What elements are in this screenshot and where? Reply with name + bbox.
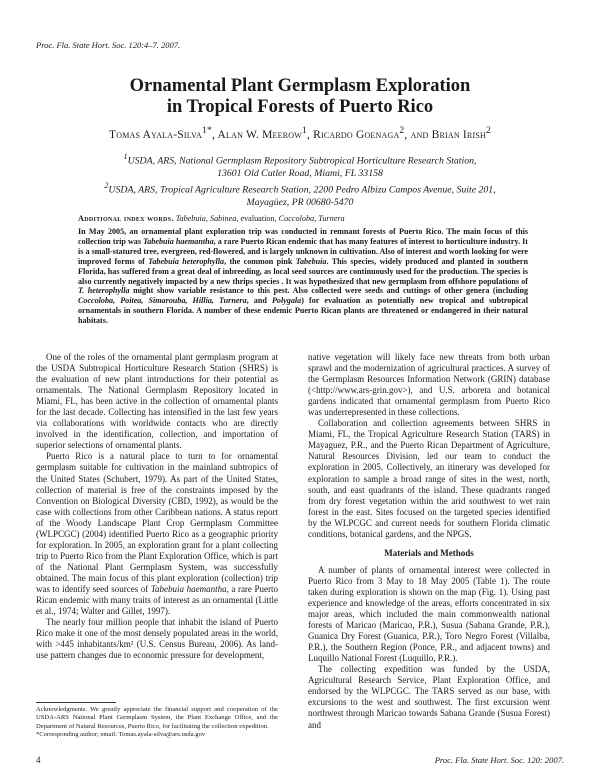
author-2-sup: 1 bbox=[301, 125, 307, 136]
keyword-3: evaluation bbox=[240, 214, 275, 223]
author-1-sup: 1* bbox=[202, 125, 213, 136]
affiliation-1-line-2: 13601 Old Cutler Road, Miami, FL 33158 bbox=[217, 167, 383, 179]
page-number: 4 bbox=[36, 755, 41, 765]
abstract-species-1: Tabebuia haemantha bbox=[143, 236, 214, 246]
methods-paragraph-2: The collecting expedition was funded by the USDA, Agricultural Research Service, Plant Exploration Office, and endorsed by the WLPCGC. The TARS served as our base, with excursions to the west and southwest. The first excursion went northwest through Maricao towards Sabana Grande (Susua Forest) and bbox=[308, 664, 550, 730]
intro-paragraph-2-text: Puerto Rico is a natural place to turn to for ornamental germplasm suitable for cultivation in the mainland subtropics of the United States (Schubert, 1979). As part of the United States, collection of material is free of the constraints imposed by the Convention on Biological Diversity (CBD, 1992), as would be the case with collections from other Caribbean nations. A status report of the Woody Landscape Plant Crop Germplasm Committee (WLPCGC) (2004) identified Puerto Rico as a geographic priority for exploration. In 2005, an exploration grant for a plant collecting trip to Puerto Rico from the Plant Exploration Office, which is part of the National Plant Germplasm System, was successfully obtained. The main focus of this plant exploration (collection) trip was to identify seed sources of bbox=[36, 451, 278, 594]
abstract-text-6: ) for evaluation as potentially new tropical and subtropical ornamentals in southern Florida. A number of these endemic Puerto Rican plants are threatened or endangered in their natural habitats. bbox=[78, 296, 528, 326]
affiliation-1-line-1: USDA, ARS, National Germplasm Repository Subtropical Horticulture Research Station, bbox=[127, 155, 477, 167]
intro-paragraph-2-end: , a rare Puerto Rican endemic with many traits of interest as an ornamental (Little et al., 1974; Walter and Gillet, 1997). bbox=[36, 583, 278, 617]
index-words-label: Additional index words. bbox=[78, 214, 174, 223]
body-column-right bbox=[308, 352, 550, 731]
abstract-genera-2: Polygala bbox=[271, 296, 302, 306]
keyword-4: Coccoloba bbox=[278, 214, 315, 223]
abstract-text-2: , a rare Puerto Rican endemic that has many features of interest to horticulture industry. It is a small-statured tree, evergreen, red-flowered, and is largely unknown in cultivation. Also of interest and worth looking for were improved forms of bbox=[78, 236, 528, 266]
author-2: Alan W. Meerow bbox=[217, 128, 302, 141]
footnote-corresponding-author: *Corresponding author; email: Tomas.ayala-silva@ars.usda.gov bbox=[36, 731, 206, 739]
abstract-text-5: might show variable resistance to this pest. Also collected were seeds and cuttings of other genera (including bbox=[129, 286, 528, 296]
author-3-sup: 2 bbox=[399, 125, 405, 136]
index-words: Additional index words. Tabebuia, Sabinea, evaluation, Coccoloba, Turnera bbox=[78, 214, 345, 223]
keyword-2: Sabinea bbox=[209, 214, 237, 223]
footnotes bbox=[36, 706, 278, 740]
affiliation-2-sup: 2 bbox=[104, 181, 109, 190]
abstract-text-4: . This species, widely produced and planted in southern Florida, has suffered from a great deal of inbreeding, as local seed sources are continuously used for the production. The species is also currently negatively impacted by a new thrips species . It was hypothesized that new germplasm from offshore populations of bbox=[78, 256, 528, 286]
author-3: Ricardo Goenaga bbox=[313, 128, 400, 141]
affiliation-2-line-2: Mayagüez, PR 00680-5470 bbox=[246, 196, 354, 208]
affiliation-1 bbox=[60, 151, 540, 180]
title-line-2: in Tropical Forests of Puerto Rico bbox=[166, 97, 434, 117]
author-4: Brian Irish bbox=[431, 128, 486, 141]
abstract-text-3: , the common pink bbox=[224, 256, 296, 266]
body-column-left bbox=[36, 352, 278, 661]
intro-paragraph-2 bbox=[36, 451, 278, 617]
abstract-species-3: Tabebuia bbox=[295, 256, 327, 266]
abstract bbox=[78, 227, 528, 326]
author-list: Tomas Ayala-Silva$^{1*}$, Alan W. Meerow$^1$, Ricardo Goenaga$^2$, and Brian Irish$^2$ bbox=[109, 125, 491, 141]
abstract-species-2: Tabebuia heterophylla bbox=[148, 256, 225, 266]
author-1: Tomas Ayala-Silva bbox=[109, 128, 203, 141]
abstract-genera-1: Coccoloba, Poitea, Simarouba, Hillia, Turnera bbox=[78, 296, 247, 306]
footnote-divider bbox=[36, 702, 116, 703]
keyword-1: Tabebuia bbox=[175, 214, 206, 223]
affiliation-1-sup: 1 bbox=[123, 152, 128, 161]
affiliation-2 bbox=[60, 180, 540, 209]
section-heading-methods: Materials and Methods bbox=[384, 547, 474, 558]
intro-paragraph-3: The nearly four million people that inhabit the island of Puerto Rico make it one of the most densely populated areas in the world, with >445 inhabitants/km² (U.S. Census Bureau, 2006). As land-use pattern changes due to economic pressure for development, bbox=[36, 617, 278, 661]
intro-paragraph-4: native vegetation will likely face new threats from both urban sprawl and the modernization of agricultural practices. A survey of the Germplasm Resources Information Network (GRIN) database (<http://www.ars-grin.gov>), and U.S. arboreta and botanical gardens indicated that ornamental germplasm from Puerto Rico was underrepresented in these collections. bbox=[308, 352, 550, 418]
article-title bbox=[40, 76, 560, 118]
running-head: Proc. Fla. State Hort. Soc. 120:4–7. 2007. bbox=[36, 40, 181, 50]
intro-paragraph-5: Collaboration and collection agreements between SHRS in Miami, FL, the Tropical Agriculture Research Station (TARS) in Mayaguez, P.R., and the Puerto Rican Department of Agriculture, Natural Resources Division, led our team to conduct the exploration in 2005. Collectively, an itinerary was developed for exploration to sample a broad range of sites in the west, north, south, and east quadrants of the island. These quadrants ranged from dry forest vegetation within the arid southwest to wet rain forest in the east. Sites focused on the targeted species identified by the WLPCGC and current needs for southern Florida climatic conditions, botanical gardens, and the NPGS. bbox=[308, 418, 550, 539]
methods-paragraph-1: A number of plants of ornamental interest were collected in Puerto Rico from 3 May to 18 May 2005 (Table 1). The route taken during exploration is shown on the map (Fig. 1). Using past experience and knowledge of the areas, efforts concentrated in six major areas, which included the main commonwealth national forests of Maricao (Maricao, P.R.), Susua (Sabana Grande, P.R.), Guanica Dry Forest (Guanica, P.R.), Toro Negro Forest (Villalba, P.R.), the Southern Region (Ponce, P.R., and adjacent towns) and Luquillo National Forest (Luquillo, P.R.). bbox=[308, 564, 550, 664]
abstract-species-4: T. heterophylla bbox=[78, 286, 130, 296]
title-line-1: Ornamental Plant Germplasm Exploration bbox=[129, 76, 471, 96]
abstract-text-5b: , and bbox=[246, 296, 272, 306]
author-and: and bbox=[410, 128, 429, 141]
abstract-text-1: In May 2005, an ornamental plant exploration trip was conducted in remnant forests of Puerto Rico. The main focus of this collection trip was bbox=[78, 227, 528, 246]
affiliation-2-line-1: USDA, ARS, Tropical Agriculture Research Station, 2200 Pedro Albizu Campos Avenue, Suite 201, bbox=[108, 184, 496, 196]
intro-paragraph-1: One of the roles of the ornamental plant germplasm program at the USDA Subtropical Horticulture Research Station (SHRS) is the evaluation of new plant introductions for their potential as ornamentals. The National Germplasm Repository located in Miami, FL, has been active in the collection of ornamental plants for the last decade. Collecting has intensified in the last few years via collaborations with worldwide contacts who are directly involved in the identification, collection, and importation of superior selections of ornamental plants. bbox=[36, 352, 278, 451]
intro-paragraph-2-species: Tabebuia haemantha bbox=[150, 583, 227, 594]
author-4-sup: 2 bbox=[485, 125, 491, 136]
footnote-acknowledgments: Acknowledgments. We greatly appreciate the financial support and cooperation of the USDA-ARS National Plant Germplasm System, the Plant Exchange Office, and the Department of Natural Resources, Puerto Rico, for facilitating the collection expedition. bbox=[36, 706, 278, 730]
running-foot: Proc. Fla. State Hort. Soc. 120: 2007. bbox=[434, 755, 564, 765]
keyword-5: Turnera bbox=[318, 214, 345, 223]
